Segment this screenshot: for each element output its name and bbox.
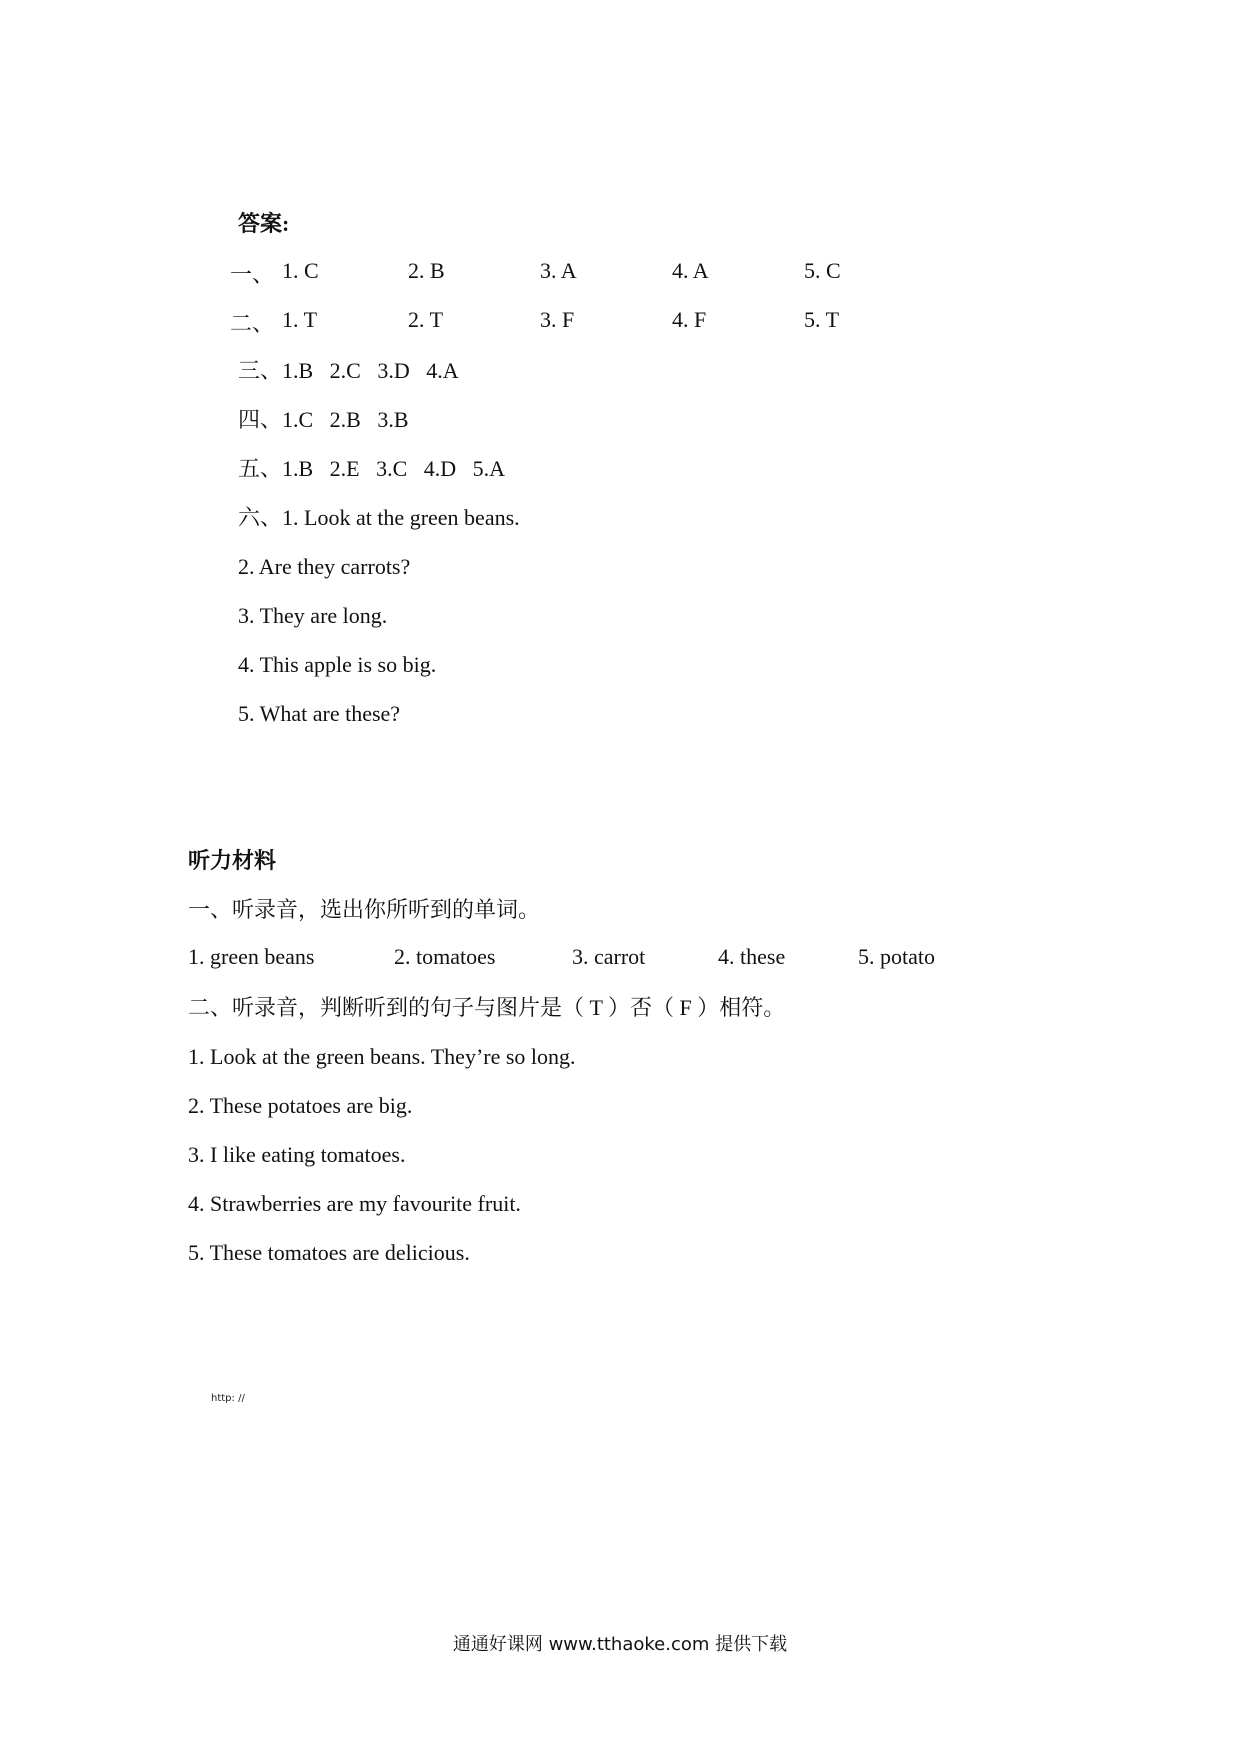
section1-item-5: 5. potato xyxy=(858,944,935,969)
row1-item-4: 4. A xyxy=(672,258,709,283)
listening-heading: 听力材料 xyxy=(188,848,277,873)
row2-item-4: 4. F xyxy=(672,307,707,332)
answer-sentence-3: 3. They are long. xyxy=(238,603,388,628)
row1-item-2: 2. B xyxy=(408,258,445,283)
row1-item-5: 5. C xyxy=(804,258,841,283)
answer-sentence-4: 4. This apple is so big. xyxy=(238,652,437,677)
row2-prefix: 二、 xyxy=(230,311,275,336)
row1-item-1: 1. C xyxy=(282,258,319,283)
answers-row-6: 六、1. Look at the green beans. xyxy=(238,505,520,530)
row2-item-5: 5. T xyxy=(804,307,840,332)
section2-item-1: 1. Look at the green beans. They’re so long. xyxy=(188,1044,576,1069)
section2-item-3: 3. I like eating tomatoes. xyxy=(188,1142,406,1167)
row1-prefix: 一、 xyxy=(230,262,275,287)
answer-sentence-2: 2. Are they carrots? xyxy=(238,554,411,579)
section1-item-1: 1. green beans xyxy=(188,944,315,969)
section2-item-5: 5. These tomatoes are delicious. xyxy=(188,1240,470,1265)
answers-row-5: 五、1.B 2.E 3.C 4.D 5.A xyxy=(238,456,506,481)
section2-item-2: 2. These potatoes are big. xyxy=(188,1093,413,1118)
answers-row-4: 四、1.C 2.B 3.B xyxy=(238,407,409,432)
footer-credit: 通通好课网 www.tthaoke.com 提供下载 xyxy=(452,1634,788,1655)
section1-title: 一、听录音，选出你所听到的单词。 xyxy=(188,897,541,922)
answer-sentence-5: 5. What are these? xyxy=(238,701,401,726)
row1-item-3: 3. A xyxy=(540,258,577,283)
section2-title: 二、听录音，判断听到的句子与图片是（ T ）否（ F ）相符。 xyxy=(188,995,786,1020)
row2-item-3: 3. F xyxy=(540,307,575,332)
answers-row-3: 三、1.B 2.C 3.D 4.A xyxy=(238,358,459,383)
section1-item-3: 3. carrot xyxy=(572,944,646,969)
answers-heading: 答案: xyxy=(238,211,290,236)
section1-item-4: 4. these xyxy=(718,944,786,969)
row2-item-1: 1. T xyxy=(282,307,318,332)
section1-item-2: 2. tomatoes xyxy=(394,944,496,969)
row2-item-2: 2. T xyxy=(408,307,444,332)
section2-item-4: 4. Strawberries are my favourite fruit. xyxy=(188,1191,521,1216)
url-fragment: http: // xyxy=(211,1393,245,1404)
